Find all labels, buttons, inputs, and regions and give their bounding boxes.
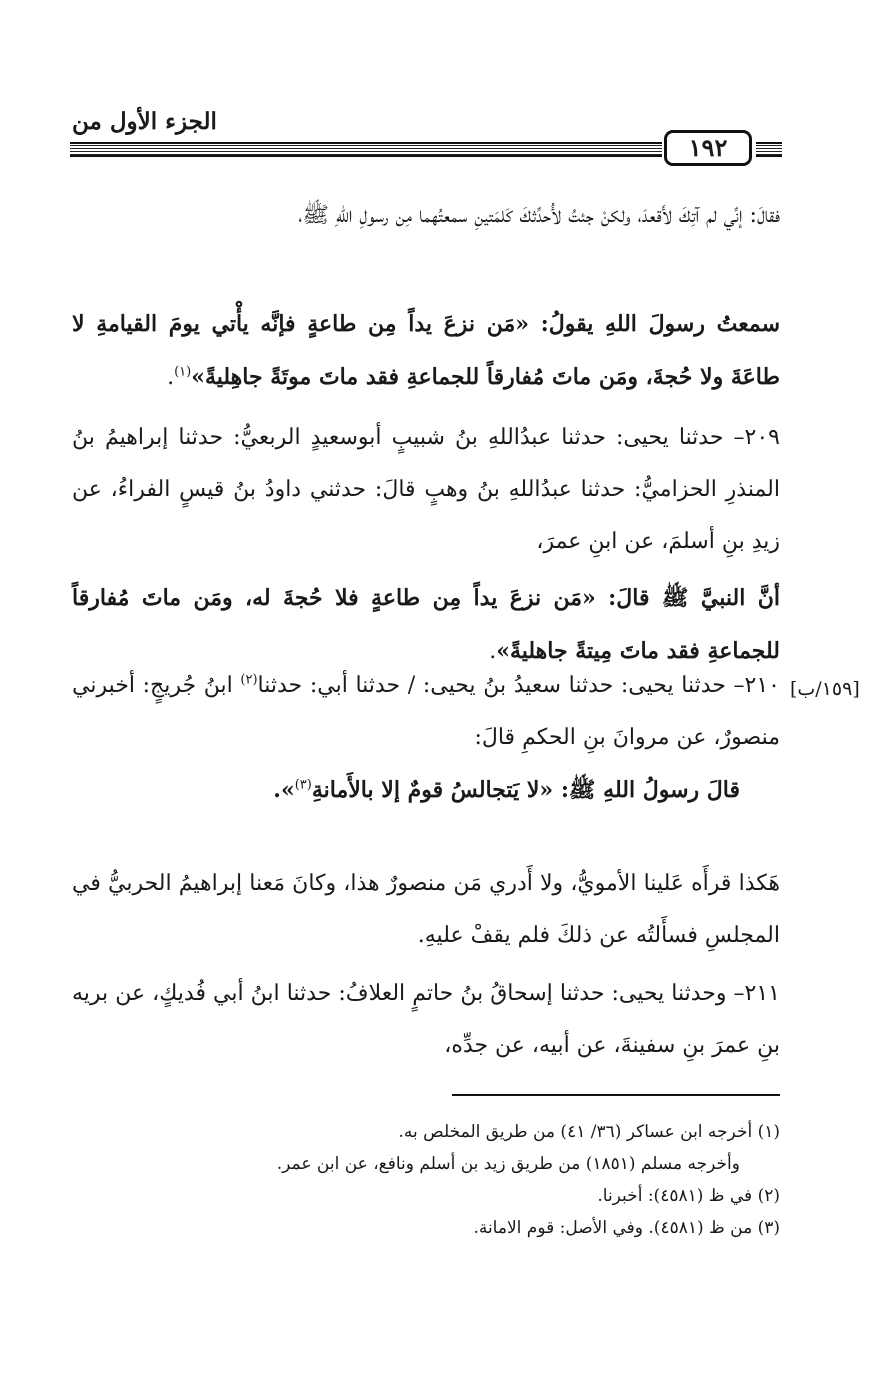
- paragraph-lead: ٢١٠– حدثنا يحيى: حدثنا سعيدُ بنُ يحيى: / حدثنا أبي: حدثنا: [257, 673, 780, 698]
- paragraph-text: فقالَ: إنِّي لم آتِكَ لأَقعدَ، ولكنْ جئتُ لأُحدِّثكَ كَلمَتينِ سمعتُهما مِن رسولِ اللهِ ﷺ،: [298, 203, 780, 228]
- hadith-quote: «لا يَتجالسُ قومٌ إلا بالأَمانةِ: [311, 777, 554, 803]
- header-rule-right: [756, 142, 782, 157]
- footnote-marker-2: (٢): [240, 672, 258, 688]
- header-rule-left: [70, 142, 662, 157]
- paragraph-7: [72, 858, 780, 962]
- footnote-2: (٢) في ظ (٤٥٨١): أخبرنا.: [597, 1186, 780, 1206]
- hadith-quote: «مَن نزعَ يداً مِن طاعةٍ فإنَّه يأْتي يومَ القيامةِ لا طاعَةَ ولا حُجةَ، ومَن ماتَ مُفارقاً للجماعةِ فقد ماتَ موتَةً جاهِليةً»: [72, 311, 780, 390]
- footnote-marker-3: (٣): [294, 777, 312, 793]
- paragraph-text: ٢٠٩– حدثنا يحيى: حدثنا عبدُاللهِ بنُ شبيبٍ أبوسعيدٍ الربعيُّ: حدثنا إبراهيمُ بنُ المنذرِ الحزاميُّ: حدثنا عبدُاللهِ بنُ وهبٍ قالَ: حدثني داودُ بنُ قيسٍ الفراءُ، عن زيدِ بنِ أسلمَ، عن ابنِ عمرَ،: [72, 425, 780, 554]
- paragraph-lead: سمعتُ رسولَ اللهِ يقولُ:: [528, 311, 781, 337]
- footnotes: [72, 1116, 780, 1244]
- footnote-marker-1: (١): [174, 364, 192, 380]
- paragraph-lead: قالَ رسولُ اللهِ ﷺ:: [553, 777, 740, 803]
- paragraph-tail: ».: [273, 777, 295, 803]
- running-header: [70, 108, 782, 164]
- paragraph-text: هَكذا قرأَه عَلينا الأمويُّ، ولا أَدري مَن منصورٌ هذا، وكانَ مَعنا إبراهيمُ الحربيُّ في المجلسِ فسأَلتُه عن ذلكَ فلم يقفْ عليهِ.: [72, 871, 780, 948]
- paragraph-text: ٢١١– وحدثنا يحيى: حدثنا إسحاقُ بنُ حاتمٍ العلافُ: حدثنا ابنُ أبي فُديكٍ، عن بريه بنِ عمرَ بنِ سفينةَ، عن أبيه، عن جدِّه،: [72, 981, 780, 1058]
- paragraph-6: [72, 764, 780, 817]
- margin-folio-ref: [١٥٩/ب]: [790, 678, 860, 700]
- paragraph-2: [72, 298, 780, 404]
- paragraph-211: [72, 968, 780, 1072]
- footnote-3: (٣) من ظ (٤٥٨١). وفي الأصل: قوم الامانة.: [473, 1218, 780, 1238]
- footnote-1-continued: وأخرجه مسلم (١٨٥١) من طريق زيد بن أسلم ونافع، عن ابن عمر.: [276, 1154, 740, 1174]
- paragraph-1: [72, 190, 780, 242]
- footnote-separator: [452, 1094, 780, 1096]
- page-number: ١٩٢: [664, 130, 752, 166]
- hadith-quote: أنَّ النبيَّ ﷺ قالَ: «مَن نزعَ يداً مِن طاعةٍ فلا حُجةَ له، ومَن ماتَ مُفارقاً للجماعةِ فقد ماتَ مِيتةً جاهليةً»: [72, 585, 780, 664]
- header-title: الجزء الأول من: [72, 108, 217, 135]
- footnote-1: (١) أخرجه ابن عساكر (٣٦/ ٤١) من طريق المخلص به.: [398, 1122, 780, 1142]
- paragraph-210: [72, 660, 780, 764]
- paragraph-209: [72, 412, 780, 568]
- paragraph-tail: .: [167, 365, 175, 390]
- paragraph-tail: ابنُ جُريجٍ: أخبرني منصورٌ، عن مروانَ بنِ الحكمِ قالَ:: [72, 673, 780, 750]
- paragraph-tail: .: [489, 639, 497, 664]
